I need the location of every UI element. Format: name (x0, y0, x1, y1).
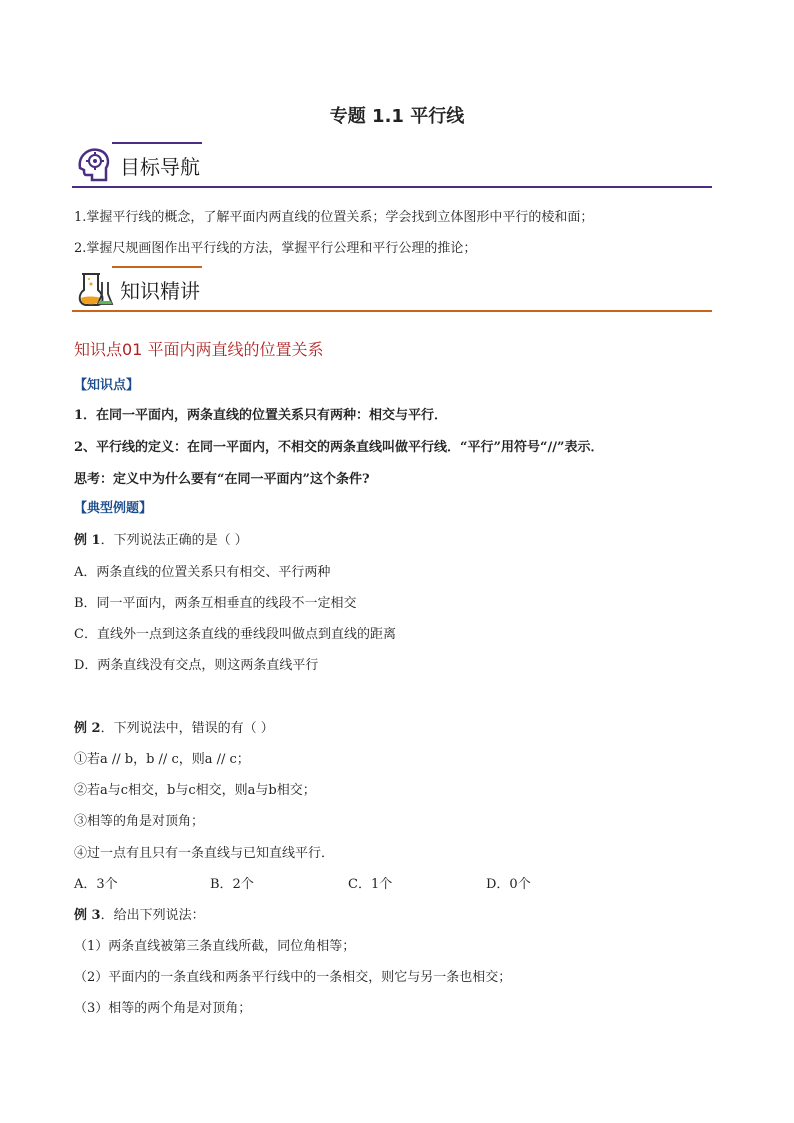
goal-line: 1.掌握平行线的概念，了解平面内两直线的位置关系；学会找到立体图形中平行的棱和面； (74, 210, 594, 225)
page-title: 专题 1.1 平行线 (329, 106, 465, 127)
section-header-knowledge (72, 264, 712, 312)
brain-gear-icon (74, 144, 114, 184)
statement-item: ③相等的角是对顶角； (74, 814, 205, 829)
option: B．同一平面内，两条互相垂直的线段不一定相交 (74, 596, 357, 611)
option: B．2个 (210, 877, 254, 892)
example-stem: ．给出下列说法： (100, 908, 205, 923)
example-2-stem (74, 717, 274, 736)
tag-examples: 【典型例题】 (74, 501, 153, 516)
statement-item: （3）相等的两个角是对顶角； (74, 1001, 252, 1016)
statement-item: （2）平面内的一条直线和两条平行线中的一条相交，则它与另一条也相交； (74, 970, 512, 985)
statement-item: （1）两条直线被第三条直线所截，同位角相等； (74, 939, 356, 954)
section-rule (72, 186, 712, 188)
option: D．0个 (486, 877, 531, 892)
knowledge-point-heading: 知识点01 平面内两直线的位置关系 (74, 340, 324, 359)
option: C．直线外一点到这条直线的垂线段叫做点到直线的距离 (74, 627, 396, 642)
knowledge-line: 思考：定义中为什么要有“在同一平面内”这个条件? (74, 472, 370, 487)
example-1-stem (74, 529, 248, 548)
option: A．3个 (74, 877, 118, 892)
section-header-goals (72, 140, 712, 188)
knowledge-line: 1．在同一平面内，两条直线的位置关系只有两种：相交与平行． (74, 408, 448, 423)
lab-flask-icon (74, 268, 114, 308)
header-accent-line (112, 266, 202, 268)
example-stem: ．下列说法中，错误的有（ ） (100, 721, 274, 736)
section-rule (72, 310, 712, 312)
option: C．1个 (348, 877, 393, 892)
statement-item: ①若a // b，b // c，则a // c； (74, 752, 250, 767)
header-accent-line (112, 142, 202, 144)
example-3-stem (74, 904, 205, 923)
option: A．两条直线的位置关系只有相交、平行两种 (74, 565, 331, 580)
section-label: 知识精讲 (120, 279, 200, 303)
example-prefix: 例 2 (74, 721, 101, 736)
statement-item: ④过一点有且只有一条直线与已知直线平行． (74, 846, 335, 861)
section-label: 目标导航 (120, 155, 200, 179)
example-prefix: 例 3 (74, 908, 101, 923)
option: D．两条直线没有交点，则这两条直线平行 (74, 658, 319, 673)
example-prefix: 例 1 (74, 533, 101, 548)
knowledge-line: 2、平行线的定义：在同一平面内，不相交的两条直线叫做平行线．“平行”用符号“//”表示． (74, 440, 604, 455)
goal-line: 2.掌握尺规画图作出平行线的方法，掌握平行公理和平行公理的推论； (74, 241, 477, 256)
example-stem: ．下列说法正确的是（ ） (100, 533, 248, 548)
statement-item: ②若a与c相交，b与c相交，则a与b相交； (74, 783, 316, 798)
tag-knowledge: 【知识点】 (74, 378, 140, 393)
